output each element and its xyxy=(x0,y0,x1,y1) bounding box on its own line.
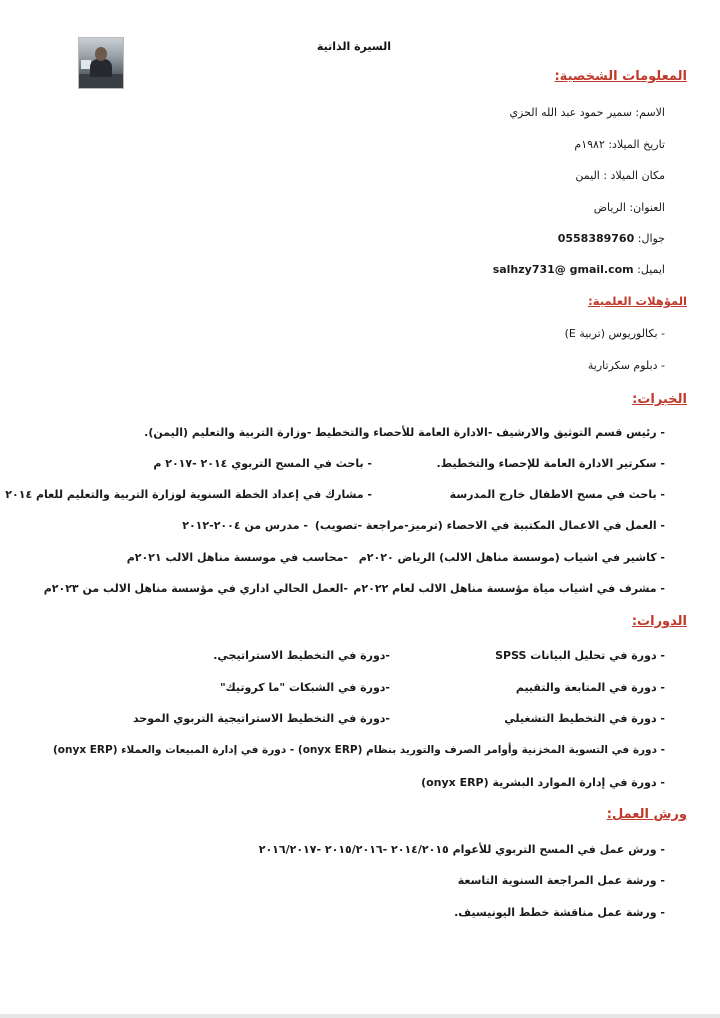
workshop-item: - ورشة عمل المراجعة السنوية التاسعة xyxy=(457,874,665,887)
course-item: - دورة في التخطيط التشغيلي xyxy=(504,712,665,725)
experience-item: - مشارك في إعداد الخطة السنوية لوزارة التربية والتعليم للعام ٢٠١٤ xyxy=(5,488,372,501)
qualifications-heading: المؤهلات العلمية: xyxy=(588,294,687,308)
course-item: -دورة في التخطيط الاستراتيجي. xyxy=(213,649,390,662)
pob-line: مكان الميلاد : اليمن xyxy=(575,169,665,182)
address-line: العنوان: الرياض xyxy=(593,201,665,214)
course-item: - دورة في التسوية المخزنية وأوامر الصرف والتوريد بنظام (onyx ERP) - دورة في إدارة المبيعات والعملاء (onyx ERP) xyxy=(52,744,665,756)
qualification-item: - دبلوم سكرتارية xyxy=(587,359,665,372)
course-item: - دورة في إدارة الموارد البشرية (onyx ERP) xyxy=(421,776,665,789)
photo-person-head xyxy=(95,47,107,61)
qualification-item: - بكالوريوس (تربية E) xyxy=(564,327,665,340)
experience-heading: الخبرات: xyxy=(632,392,687,407)
experience-item: - العمل في الاعمال المكتبية في الاحصاء (ترميز-مراجعة -تصويب) xyxy=(314,519,665,532)
experience-item: - كاشير في اشياب (موسسة مناهل الالب) الرياض ٢٠٢٠م xyxy=(358,551,665,564)
course-item: -دورة في التخطيط الاستراتيجية التربوي الموحد xyxy=(132,712,390,725)
experience-item: -العمل الحالي اداري في مؤسسة مناهل الالب من ٢٠٢٣م xyxy=(43,582,348,595)
course-item: -دورة في الشبكات "ما كروتيك" xyxy=(219,681,390,694)
dob-line: تاريخ الميلاد: ١٩٨٢م xyxy=(574,138,665,151)
experience-item: - مدرس من ٢٠٠٤-٢٠١٢ xyxy=(182,519,308,532)
experience-item: - مشرف في اشياب مياة مؤسسة مناهل الالب لعام ٢٠٢٢م xyxy=(353,582,665,595)
mobile-line xyxy=(558,232,665,245)
email-address[interactable]: salhzy731@ gmail.com xyxy=(492,263,634,276)
email-line xyxy=(493,263,665,276)
courses-heading: الدورات: xyxy=(631,614,687,629)
course-item: - دورة في المتابعة والتقييم xyxy=(515,681,665,694)
document-title: السيرة الذاتية xyxy=(316,40,391,53)
mobile-label: جوال: xyxy=(637,232,665,245)
workshop-item: - ورشة عمل مناقشة خطط اليونيسيف. xyxy=(454,906,665,919)
experience-item: - سكرتير الادارة العامة للإحصاء والتخطيط. xyxy=(436,457,665,470)
experience-item: - باحث في مسح الاطفال خارج المدرسة xyxy=(449,488,665,501)
photo-person xyxy=(90,59,112,77)
experience-item: - باحث في المسح التربوي ٢٠١٤ -٢٠١٧ م xyxy=(153,457,372,470)
workshops-heading: ورش العمل: xyxy=(606,807,687,822)
mobile-number: 0558389760 xyxy=(557,232,635,245)
course-item: - دورة في تحليل البيانات SPSS xyxy=(495,649,665,662)
name-line: الاسم: سمير حمود عبد الله الحزي xyxy=(509,106,665,119)
experience-item: -محاسب في موسسة مناهل الالب ٢٠٢١م xyxy=(126,551,348,564)
personal-info-heading: المعلومات الشخصية: xyxy=(554,69,687,84)
experience-item: - رئيس قسم التوثيق والارشيف -الادارة العامة للأحصاء والتخطيط -وزارة التربية والتعليم (اليمن). xyxy=(144,426,665,439)
page-bottom-edge xyxy=(0,1014,720,1018)
workshop-item: - ورش عمل في المسح التربوي للأعوام ٢٠١٤/٢٠١٥ -٢٠١٥/٢٠١٦ -٢٠١٦/٢٠١٧ xyxy=(258,843,665,856)
profile-photo xyxy=(78,37,124,89)
email-label: ايميل: xyxy=(637,263,665,276)
